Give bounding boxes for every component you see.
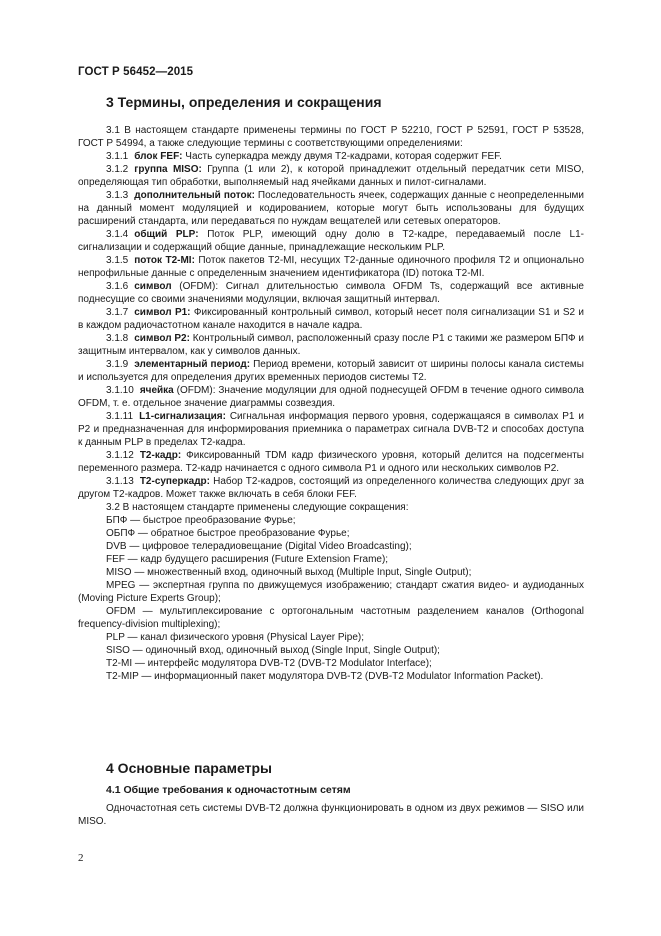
- term-3-1-4: 3.1.4 общий PLP: Поток PLP, имеющий одну долю в Т2-кадре, передаваемый после L1-сигнализации и содержащий общие данные, принадлежащие нескольким PLP.: [78, 229, 585, 253]
- section-4-title: 4 Основные параметры: [106, 760, 272, 776]
- term-label: общий PLP:: [134, 229, 199, 240]
- abbreviation-item: MPEG — экспертная группа по движущемуся изображению; стандарт сжатия видео- и аудиоданных (Moving Picture Experts Group);: [78, 580, 584, 604]
- term-label: дополнительный поток:: [134, 190, 255, 201]
- section-4-body: [78, 802, 584, 828]
- term-definition: Сигнальная информация первого уровня, содержащаяся в символах P1 и P2 и предназначенная для информирования приемника о параметрах сигнала DVB-T2 и способах доступа к данным PLP в пределах Т2-кадра.: [78, 411, 584, 448]
- term-definition: Набор Т2-кадров, состоящий из определенного количества следующих друг за другом Т2-кадров. Может также включать в себя блоки FEF.: [78, 476, 584, 500]
- term-definition: Поток пакетов T2-MI, несущих T2-данные одиночного профиля T2 и опционально непрофильные данные с определенным значением идентификатора (ID) потока T2-MI.: [78, 255, 585, 279]
- term-label: символ P2:: [134, 333, 190, 344]
- term-3-1-1: 3.1.1 блок FEF: Часть суперкадра между двумя Т2-кадрами, которая содержит FEF.: [106, 151, 502, 162]
- subsection-4-1-title: 4.1 Общие требования к одночастотным сетям: [106, 784, 351, 796]
- term-3-1-5: 3.1.5 поток T2-MI: Поток пакетов T2-MI, несущих T2-данные одиночного профиля T2 и опционально непрофильные данные с определенным значением идентификатора (ID) потока T2-MI.: [78, 255, 585, 279]
- abbreviation-item: T2-MIP — информационный пакет модулятора DVB-T2 (DVB-T2 Modulator Information Packet).: [106, 671, 544, 682]
- page-number: 2: [78, 852, 84, 864]
- term-definition: Фиксированный контрольный символ, который несет поля сигнализации S1 и S2 и в каждом радиочастотном канале находится в начале кадра.: [78, 307, 584, 331]
- abbreviation-item: DVB — цифровое телерадиовещание (Digital Video Broadcasting);: [106, 541, 412, 552]
- term-3-1-12: 3.1.12 Т2-кадр: Фиксированный TDM кадр физического уровня, который делится на подсегменты переменного размера. Т2-кадр начинается с одного символа P1 и одного или нескольких символов P2.: [78, 450, 584, 474]
- term-3-1-10: 3.1.10 ячейка (OFDM): Значение модуляции для одной поднесущей OFDM в течение одного символа OFDM, т. е. отдельное значение диаграммы созвездия.: [78, 385, 584, 409]
- term-definition: Часть суперкадра между двумя Т2-кадрами, которая содержит FEF.: [185, 151, 502, 162]
- term-3-1-3: 3.1.3 дополнительный поток: Последовательность ячеек, содержащих данные с неопределенными на данный момент модуляцией и кодированием, которые могут быть использованы для будущих расширений стандарта, или передаваться по нуждам вещателей или сетевых операторов.: [78, 190, 585, 227]
- term-label: символ: [134, 281, 172, 292]
- term-label: поток T2-MI:: [134, 255, 195, 266]
- term-note: (OFDM):: [179, 281, 219, 292]
- abbreviation-item: OFDM — мультиплексирование с ортогональным частотным разделением каналов (Orthogonal frequency-division multiplexing);: [78, 606, 584, 630]
- term-definition: Поток PLP, имеющий одну долю в Т2-кадре, передаваемый после L1-сигнализации и содержащий общие данные, принадлежащие нескольким PLP.: [78, 229, 585, 253]
- term-definition: Группа (1 или 2), к которой принадлежит отдельный передатчик сети MISO, определяющая тип обработки, выполняемый над ячейками данных и пилот-сигналами.: [78, 164, 584, 188]
- term-label: L1-сигнализация:: [139, 411, 226, 422]
- term-3-1-6: 3.1.6 символ (OFDM): Сигнал длительностью символа OFDM Ts, содержащий все активные поднесущие со своими значениями модуляции, включая защитный интервал.: [78, 281, 584, 305]
- term-label: группа MISO:: [134, 164, 202, 175]
- term-label: Т2-кадр:: [139, 450, 182, 461]
- term-note: (OFDM):: [176, 385, 216, 396]
- term-definition: Последовательность ячеек, содержащих данные с неопределенными на данный момент модуляцией и кодированием, которые могут быть использованы для будущих расширений стандарта, или передаваться по нуждам вещателей или сетевых операторов.: [78, 190, 585, 227]
- section-4-1-text: Одночастотная сеть системы DVB-T2 должна функционировать в одном из двух режимов — SISO или MISO.: [78, 803, 584, 827]
- term-3-1-2: 3.1.2 группа MISO: Группа (1 или 2), к которой принадлежит отдельный передатчик сети MISO, определяющая тип обработки, выполняемый над ячейками данных и пилот-сигналами.: [78, 164, 584, 188]
- document-header: ГОСТ Р 56452—2015: [78, 66, 194, 78]
- term-3-1-9: 3.1.9 элементарный период: Период времени, который зависит от ширины полосы канала системы и используется для определения других временных периодов системы Т2.: [78, 359, 584, 383]
- abbreviation-item: SISO — одиночный вход, одиночный выход (Single Input, Single Output);: [106, 645, 440, 656]
- term-3-1-7: 3.1.7 символ P1: Фиксированный контрольный символ, который несет поля сигнализации S1 и S2 и в каждом радиочастотном канале находится в начале кадра.: [78, 307, 584, 331]
- term-3-1-8: 3.1.8 символ P2: Контрольный символ, расположенный сразу после P1 с такими же размером БПФ и защитным интервалом, как у символов данных.: [78, 333, 585, 357]
- section-3-body: [78, 124, 584, 683]
- term-label: Т2-суперкадр:: [139, 476, 210, 487]
- term-3-1-11: 3.1.11 L1-сигнализация: Сигнальная информация первого уровня, содержащаяся в символах P1 и P2 и предназначенная для информирования приемника о параметрах сигнала DVB-T2 и способах доступа к данным PLP в пределах Т2-кадра.: [78, 411, 584, 448]
- term-label: элементарный период:: [134, 359, 251, 370]
- abbreviation-item: FEF — кадр будущего расширения (Future Extension Frame);: [106, 554, 389, 565]
- abbreviations-intro: 3.2 В настоящем стандарте применены следующие сокращения:: [106, 502, 409, 513]
- abbreviation-item: MISO — множественный вход, одиночный выход (Multiple Input, Single Output);: [106, 567, 472, 578]
- term-definition: Контрольный символ, расположенный сразу после P1 с такими же размером БПФ и защитным интервалом, как у символов данных.: [78, 333, 585, 357]
- term-label: ячейка: [139, 385, 174, 396]
- abbreviation-item: T2-MI — интерфейс модулятора DVB-T2 (DVB-T2 Modulator Interface);: [106, 658, 432, 669]
- term-definition: Сигнал длительностью символа OFDM Ts, содержащий все активные поднесущие со своими значениями модуляции, включая защитный интервал.: [78, 281, 584, 305]
- term-definition: Значение модуляции для одной поднесущей OFDM в течение одного символа OFDM, т. е. отдельное значение диаграммы созвездия.: [78, 385, 584, 409]
- term-definition: Фиксированный TDM кадр физического уровня, который делится на подсегменты переменного размера. Т2-кадр начинается с одного символа P1 и одного или нескольких символов P2.: [78, 450, 584, 474]
- abbreviation-item: PLP — канал физического уровня (Physical Layer Pipe);: [106, 632, 365, 643]
- term-label: символ P1:: [134, 307, 191, 318]
- abbreviation-item: ОБПФ — обратное быстрое преобразование Фурье;: [106, 528, 350, 539]
- term-3-1-13: 3.1.13 Т2-суперкадр: Набор Т2-кадров, состоящий из определенного количества следующих друг за другом Т2-кадров. Может также включать в себя блоки FEF.: [78, 476, 584, 500]
- term-label: блок FEF:: [134, 151, 183, 162]
- abbreviation-item: БПФ — быстрое преобразование Фурье;: [106, 515, 296, 526]
- section-3-title: 3 Термины, определения и сокращения: [106, 94, 382, 110]
- section-3-intro: 3.1 В настоящем стандарте применены термины по ГОСТ Р 52210, ГОСТ Р 52591, ГОСТ Р 53528, ГОСТ Р 54994, а также следующие термины с соответствующими определениями:: [78, 125, 584, 149]
- term-definition: Период времени, который зависит от ширины полосы канала системы и используется для определения других временных периодов системы Т2.: [78, 359, 584, 383]
